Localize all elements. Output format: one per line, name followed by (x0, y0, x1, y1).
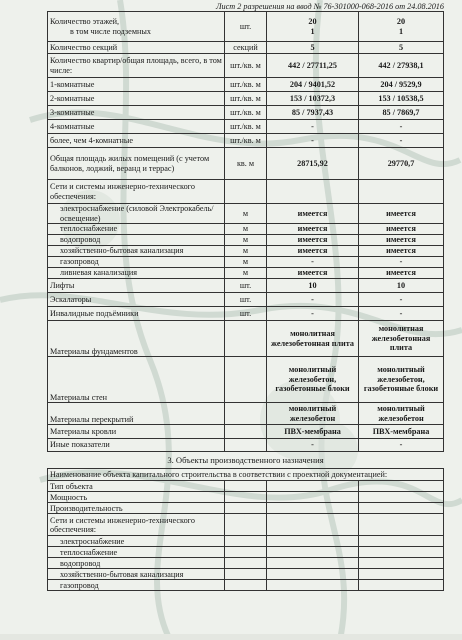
row-unit: шт./кв. м (225, 106, 267, 120)
table-row (48, 224, 444, 235)
table-row (48, 558, 444, 569)
row-value-project: имеется (267, 224, 359, 235)
row-label: Инвалидные подъёмники (48, 307, 225, 321)
row-value-project: - (267, 293, 359, 307)
table-row (48, 246, 444, 257)
row-unit: м (225, 246, 267, 257)
table-row (48, 547, 444, 558)
row-unit (225, 357, 267, 403)
row-value-project: 153 / 10372,3 (267, 92, 359, 106)
row-value-project: - (267, 120, 359, 134)
row-label: Иные показатели (48, 439, 225, 452)
row-value-actual: - (359, 120, 444, 134)
row-value-actual: имеется (359, 268, 444, 279)
row-value-project: монолитный железобетон (267, 403, 359, 425)
table-row (48, 569, 444, 580)
row-value-actual: 153 / 10538,5 (359, 92, 444, 106)
row-value-actual: монолитная железобетонная плита (359, 321, 444, 357)
table-row (48, 180, 444, 204)
table-row (48, 42, 444, 54)
row-unit: шт./кв. м (225, 134, 267, 148)
table-row (48, 134, 444, 148)
table-row (48, 92, 444, 106)
table-row (48, 204, 444, 224)
row-label: теплоснабжение (48, 547, 225, 558)
row-unit: шт. (225, 12, 267, 42)
table-row (48, 120, 444, 134)
row-unit: шт./кв. м (225, 78, 267, 92)
row-value-project: монолитная железобетонная плита (267, 321, 359, 357)
row-unit (225, 403, 267, 425)
building-indicators-table (47, 11, 444, 591)
row-label: более, чем 4-комнатные (48, 134, 225, 148)
row-value-actual: монолитный железобетон, газобетонные блоки (359, 357, 444, 403)
table-row (48, 307, 444, 321)
row-label: теплоснабжение (48, 224, 225, 235)
table-row (48, 12, 444, 42)
row-value-project: - (267, 134, 359, 148)
table-row (48, 481, 444, 492)
row-unit: м (225, 268, 267, 279)
row-label: хозяйственно-бытовая канализация (48, 246, 225, 257)
row-value-project: имеется (267, 268, 359, 279)
table-row (48, 268, 444, 279)
row-value-actual: 20 1 (359, 12, 444, 42)
row-value-project: монолитный железобетон, газобетонные блоки (267, 357, 359, 403)
row-unit: м (225, 204, 267, 224)
row-label: водопровод (48, 558, 225, 569)
object-name-row: Наименование объекта капитального строительства в соответствии с проектной документацией: (48, 469, 444, 481)
table-row (48, 514, 444, 536)
row-value-actual: 5 (359, 42, 444, 54)
row-label: Лифты (48, 279, 225, 293)
table-row (48, 235, 444, 246)
row-value-actual: 85 / 7869,7 (359, 106, 444, 120)
row-label: 3-комнатные (48, 106, 225, 120)
row-value-project: 85 / 7937,43 (267, 106, 359, 120)
row-value-actual: имеется (359, 235, 444, 246)
row-value-project: 204 / 9401,52 (267, 78, 359, 92)
row-value-project: - (267, 307, 359, 321)
row-value-actual: - (359, 293, 444, 307)
table-row (48, 492, 444, 503)
row-value-project: 20 1 (267, 12, 359, 42)
row-unit: секций (225, 42, 267, 54)
table-row (48, 469, 444, 481)
table-row (48, 321, 444, 357)
row-label: Производительность (48, 503, 225, 514)
row-value-project: 10 (267, 279, 359, 293)
row-label: Мощность (48, 492, 225, 503)
table-row (48, 403, 444, 425)
page-edge (0, 634, 462, 640)
row-label: Тип объекта (48, 481, 225, 492)
row-label: электроснабжение (силовой Электрокабель/ освещение) (48, 204, 225, 224)
row-value-actual: - (359, 134, 444, 148)
row-value-actual: 442 / 27938,1 (359, 54, 444, 78)
row-value-actual: ПВХ-мембрана (359, 425, 444, 439)
row-unit: кв. м (225, 148, 267, 180)
row-unit: шт. (225, 279, 267, 293)
table-row (48, 279, 444, 293)
row-unit: м (225, 257, 267, 268)
row-value-actual: - (359, 439, 444, 452)
row-label: Материалы перекрытий (48, 403, 225, 425)
table-row (48, 503, 444, 514)
row-label: Материалы фундаментов (48, 321, 225, 357)
row-value-project: ПВХ-мембрана (267, 425, 359, 439)
row-label: Количество секций (48, 42, 225, 54)
row-value-project: - (267, 439, 359, 452)
row-label: газопровод (48, 257, 225, 268)
table-row (48, 257, 444, 268)
table-row (48, 293, 444, 307)
row-unit: м (225, 235, 267, 246)
row-label: электроснабжение (48, 536, 225, 547)
row-value-actual: монолитный железобетон (359, 403, 444, 425)
row-label: 2-комнатные (48, 92, 225, 106)
row-label: Общая площадь жилых помещений (с учетом балконов, лоджий, веранд и террас) (48, 148, 225, 180)
table-row (48, 78, 444, 92)
row-label: 1-комнатные (48, 78, 225, 92)
permit-sheet-note: Лист 2 разрешения на ввод № 76-301000-068-2016 от 24.08.2016 (216, 2, 444, 11)
section-row (48, 452, 444, 469)
row-unit: шт. (225, 293, 267, 307)
row-value-actual: - (359, 257, 444, 268)
row-value-project: имеется (267, 235, 359, 246)
row-unit: шт. (225, 307, 267, 321)
row-label: 4-комнатные (48, 120, 225, 134)
row-value-project: 5 (267, 42, 359, 54)
table-row (48, 148, 444, 180)
row-value-project: имеется (267, 246, 359, 257)
networks-heading: Сети и системы инженерно-технического обеспечения: (48, 514, 225, 536)
row-label: Материалы стен (48, 357, 225, 403)
row-value-actual: имеется (359, 246, 444, 257)
row-unit: м (225, 224, 267, 235)
table-row (48, 106, 444, 120)
row-label: Материалы кровли (48, 425, 225, 439)
section-3-title: 3. Объекты производственного назначения (48, 452, 444, 469)
row-value-actual: 204 / 9529,9 (359, 78, 444, 92)
row-value-project: 442 / 27711,25 (267, 54, 359, 78)
specs-sheet (47, 11, 443, 591)
row-value-project: - (267, 257, 359, 268)
row-unit (225, 439, 267, 452)
row-value-project: 28715,92 (267, 148, 359, 180)
table-row (48, 580, 444, 591)
table-row (48, 536, 444, 547)
table-row (48, 357, 444, 403)
table-row (48, 425, 444, 439)
row-value-actual: 10 (359, 279, 444, 293)
row-label: Количество этажей, в том числе подземных (48, 12, 225, 42)
table-row (48, 54, 444, 78)
row-unit: шт./кв. м (225, 92, 267, 106)
networks-heading: Сети и системы инженерно-технического обеспечения: (48, 180, 225, 204)
row-value-actual: - (359, 307, 444, 321)
row-value-actual: имеется (359, 224, 444, 235)
row-label: Количество квартир/общая площадь, всего, в том числе: (48, 54, 225, 78)
row-label: газопровод (48, 580, 225, 591)
table-row (48, 439, 444, 452)
row-value-project: имеется (267, 204, 359, 224)
row-unit (225, 425, 267, 439)
row-unit (225, 321, 267, 357)
row-label: водопровод (48, 235, 225, 246)
row-unit: шт./кв. м (225, 54, 267, 78)
row-unit: шт./кв. м (225, 120, 267, 134)
row-label: Эскалаторы (48, 293, 225, 307)
row-value-actual: имеется (359, 204, 444, 224)
row-label: ливневая канализация (48, 268, 225, 279)
row-label: хозяйственно-бытовая канализация (48, 569, 225, 580)
row-value-actual: 29770,7 (359, 148, 444, 180)
